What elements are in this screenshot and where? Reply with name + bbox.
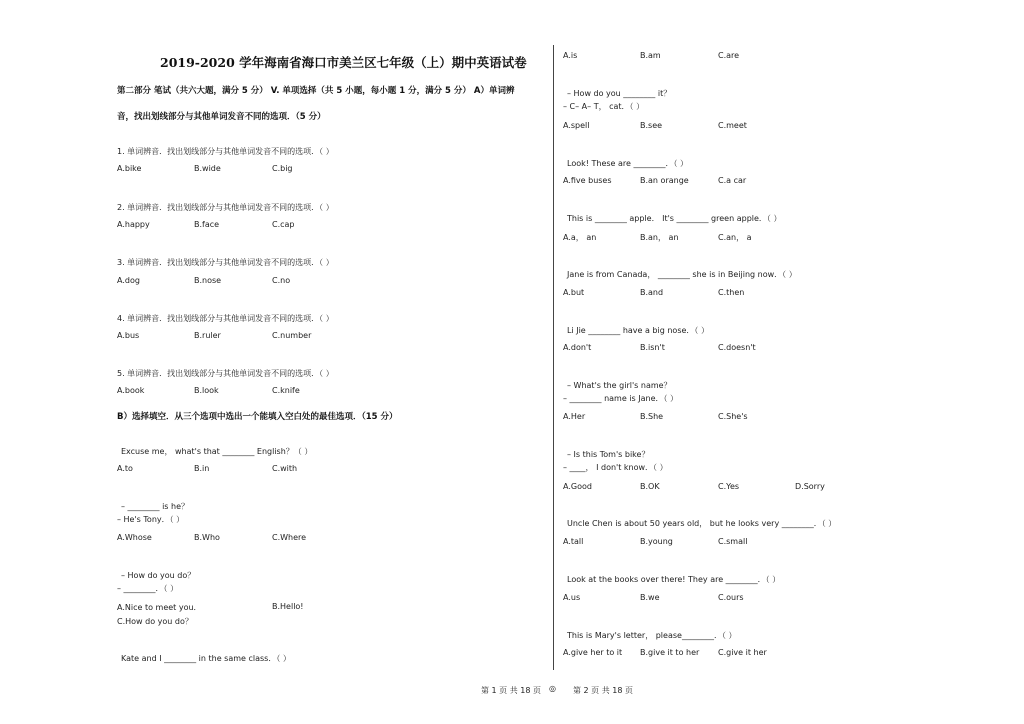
question-jane: Jane is from Canada， ________ she is in Beijing now．（ ） (567, 270, 797, 279)
option-b: B.an orange (640, 176, 689, 185)
option-c: C.no (272, 276, 291, 285)
question-spell-line1: – How do you ________ it？ (567, 89, 672, 98)
question-look: Look! These are ________．（ ） (567, 159, 689, 168)
option-a: A.dog (117, 276, 140, 285)
question-who-line1: – ________ is he？ (121, 502, 190, 511)
option-c: C.give it her (718, 648, 767, 657)
section-heading-line1: 第二部分 笔试（共六大题，满分 5 分） V. 单项选择（共 5 小题，每小题 1 分，满分 5 分） A）单词辨 (117, 86, 515, 96)
option-c: C.knife (272, 386, 300, 395)
option-b: B.look (194, 386, 219, 395)
question-tom-line2: – ____， I don't know．（ ） (563, 463, 668, 472)
exam-title: 2019-2020 学年海南省海口市美兰区七年级（上）期中英语试卷 (160, 55, 527, 70)
page-divider (553, 45, 554, 670)
question-who-line2: – He's Tony．（ ） (117, 515, 185, 524)
option-c: C.cap (272, 220, 295, 229)
option-a: A.spell (563, 121, 590, 130)
option-b: B.in (194, 464, 210, 473)
option-b: B.face (194, 220, 220, 229)
question-kate: Kate and I ________ in the same class．（ ） (121, 654, 291, 663)
question-how-line1: – How do you do？ (121, 571, 196, 580)
option-a: A.bike (117, 164, 142, 173)
question-tom-line1: – Is this Tom's bike？ (567, 450, 650, 459)
option-a: A.but (563, 288, 585, 297)
question-chen: Uncle Chen is about 50 years old， but he looks very ________．（ ） (567, 519, 837, 528)
option-d: D.Sorry (795, 482, 825, 491)
question-apple: This is ________ apple． It's ________ green apple．（ ） (567, 214, 782, 223)
option-a: A.a， an (563, 233, 597, 242)
question-5: 5. 单词辨音．找出划线部分与其他单词发音不同的选项．（ ） (117, 369, 334, 378)
option-c: C.doesn't (718, 343, 756, 352)
option-c: C.with (272, 464, 298, 473)
option-b: B.wide (194, 164, 221, 173)
question-how-line2: – ________．（ ） (117, 584, 179, 593)
question-books: Look at the books over there! They are ________．（ ） (567, 575, 781, 584)
option-a: A.Her (563, 412, 586, 421)
option-a: A.to (117, 464, 133, 473)
footer-mark-icon: ◎ (549, 684, 556, 693)
option-a: A.don't (563, 343, 592, 352)
option-c: C.big (272, 164, 293, 173)
page-number-right: 第 2 页 共 18 页 (573, 686, 633, 695)
option-a: A.tall (563, 537, 584, 546)
option-c: C.Where (272, 533, 307, 542)
option-c: C.number (272, 331, 312, 340)
option-b: B.an， an (640, 233, 679, 242)
option-a: A.bus (117, 331, 140, 340)
option-c: C.Yes (718, 482, 740, 491)
option-b: B.Hello! (272, 602, 304, 611)
option-c: C.She's (718, 412, 748, 421)
option-b: B.and (640, 288, 664, 297)
option-b: B.isn't (640, 343, 665, 352)
question-1: 1. 单词辨音．找出划线部分与其他单词发音不同的选项．（ ） (117, 147, 334, 156)
option-a: A.Whose (117, 533, 152, 542)
question-3: 3. 单词辨音．找出划线部分与其他单词发音不同的选项．（ ） (117, 258, 334, 267)
option-b: B.Who (194, 533, 220, 542)
option-b: B.She (640, 412, 664, 421)
option-c: C.a car (718, 176, 747, 185)
option-a: A.five buses (563, 176, 612, 185)
section-b-heading: B）选择填空．从三个选项中选出一个能填入空白处的最佳选项．（15 分） (117, 412, 398, 422)
question-2: 2. 单词辨音．找出划线部分与其他单词发音不同的选项．（ ） (117, 203, 334, 212)
option-a: A.is (563, 51, 578, 60)
option-a: A.book (117, 386, 145, 395)
option-c: C.meet (718, 121, 747, 130)
option-a: A.Nice to meet you． (117, 603, 202, 612)
option-c: C.then (718, 288, 745, 297)
option-c: C.small (718, 537, 748, 546)
question-excuse: Excuse me， what's that ________ English？（ ） (121, 447, 313, 456)
option-c: C.an， a (718, 233, 752, 242)
option-b: B.ruler (194, 331, 221, 340)
section-heading-line2: 音，找出划线部分与其他单词发音不同的选项．（5 分） (117, 112, 326, 122)
question-spell-line2: – C– A– T， cat．（ ） (563, 102, 645, 111)
option-a: A.us (563, 593, 581, 602)
option-b: B.we (640, 593, 660, 602)
option-a: A.give her to it (563, 648, 623, 657)
page-number-left: 第 1 页 共 18 页 (481, 686, 541, 695)
option-b: B.OK (640, 482, 660, 491)
option-b: B.am (640, 51, 661, 60)
option-b: B.nose (194, 276, 222, 285)
question-4: 4. 单词辨音．找出划线部分与其他单词发音不同的选项．（ ） (117, 314, 334, 323)
option-c: C.How do you do？ (117, 617, 193, 626)
question-girl-line1: – What's the girl's name？ (567, 381, 672, 390)
option-c: C.are (718, 51, 740, 60)
option-a: A.happy (117, 220, 150, 229)
option-a: A.Good (563, 482, 592, 491)
option-b: B.young (640, 537, 673, 546)
question-mary: This is Mary's letter， please________．（ ） (567, 631, 737, 640)
option-b: B.see (640, 121, 663, 130)
question-girl-line2: – ________ name is Jane．（ ） (563, 394, 679, 403)
option-b: B.give it to her (640, 648, 700, 657)
question-lijie: Li Jie ________ have a big nose．（ ） (567, 326, 709, 335)
option-c: C.ours (718, 593, 744, 602)
